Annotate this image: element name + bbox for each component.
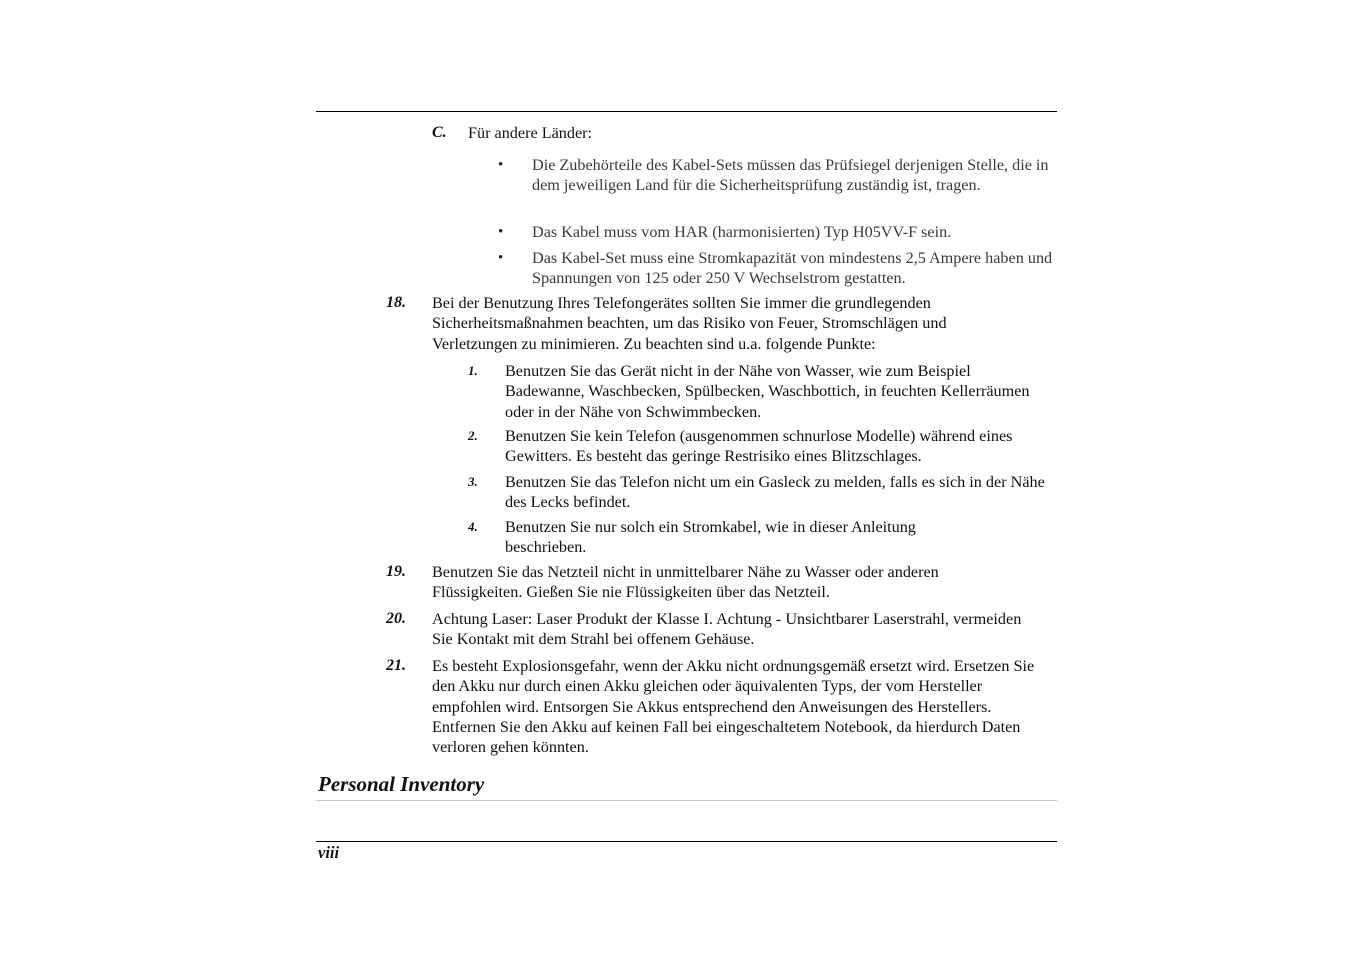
subitem-text: Benutzen Sie kein Telefon (ausgenommen schnurlose Modelle) während eines Gewitters. Es besteht das geringe Restrisiko eines Blitzschlages.: [505, 427, 1013, 466]
item-number: 18.: [386, 294, 406, 311]
section-heading-rule: [316, 800, 1057, 801]
bullet-symbol: •: [498, 224, 504, 240]
bullet-text: Das Kabel-Set muss eine Stromkapazität von mindestens 2,5 Ampere haben und Spannungen von 125 oder 250 V Wechselstrom gestatten.: [532, 249, 1053, 288]
section-c-label: C.: [432, 124, 447, 141]
bullet-symbol: •: [498, 157, 504, 173]
item-text: Es besteht Explosionsgefahr, wenn der Akku nicht ordnungsgemäß ersetzt wird. Ersetzen Sie den Akku nur durch einen Akku gleichen oder äquivalenten Typs, der vom Hersteller empfohlen wird. Entsorgen Sie Akkus entsprechend den Anweisungen des Herstellers. Entfernen Sie den Akku auf keinen Fall bei eingeschaltetem Notebook, da hierdurch Daten verloren gehen könnten.: [432, 657, 1035, 757]
section-heading: Personal Inventory: [318, 772, 485, 796]
header-rule: [316, 111, 1057, 112]
item-text: Achtung Laser: Laser Produkt der Klasse I. Achtung - Unsichtbarer Laserstrahl, vermeiden Sie Kontakt mit dem Strahl bei offenem Gehäuse.: [432, 610, 1022, 649]
subitem-text: Benutzen Sie das Telefon nicht um ein Gasleck zu melden, falls es sich in der Nähe des Lecks befindet.: [505, 473, 1045, 512]
page-number: viii: [318, 843, 340, 862]
bullet-text: Das Kabel muss vom HAR (harmonisierten) Typ H05VV-F sein.: [532, 223, 952, 241]
bullet-text: Die Zubehörteile des Kabel-Sets müssen das Prüfsiegel derjenigen Stelle, die in dem jeweiligen Land für die Sicherheitsprüfung zuständig ist, tragen.: [532, 156, 1049, 195]
item-number: 19.: [386, 563, 406, 580]
item-number: 20.: [386, 610, 406, 627]
item-number: 21.: [386, 657, 406, 674]
item-text: Benutzen Sie das Netzteil nicht in unmittelbarer Nähe zu Wasser oder anderen Flüssigkeiten. Gießen Sie nie Flüssigkeiten über das Netzteil.: [432, 563, 939, 602]
section-c-heading: Für andere Länder:: [468, 124, 593, 142]
subitem-text: Benutzen Sie das Gerät nicht in der Nähe von Wasser, wie zum Beispiel Badewanne, Waschbecken, Spülbecken, Waschbottich, in feuchten Kellerräumen oder in der Nähe von Schwimmbecken.: [505, 362, 1030, 421]
subitem-number: 2.: [468, 428, 478, 443]
subitem-number: 4.: [468, 519, 478, 534]
subitem-text: Benutzen Sie nur solch ein Stromkabel, wie in dieser Anleitung beschrieben.: [505, 518, 916, 557]
footer-rule: [316, 841, 1057, 842]
bullet-symbol: •: [498, 250, 504, 266]
item-text: Bei der Benutzung Ihres Telefongerätes sollten Sie immer die grundlegenden Sicherheitsmaßnahmen beachten, um das Risiko von Feuer, Stromschlägen und Verletzungen zu minimieren. Zu beachten sind u.a. folgende Punkte:: [432, 294, 947, 353]
subitem-number: 3.: [468, 474, 478, 489]
subitem-number: 1.: [468, 363, 478, 378]
